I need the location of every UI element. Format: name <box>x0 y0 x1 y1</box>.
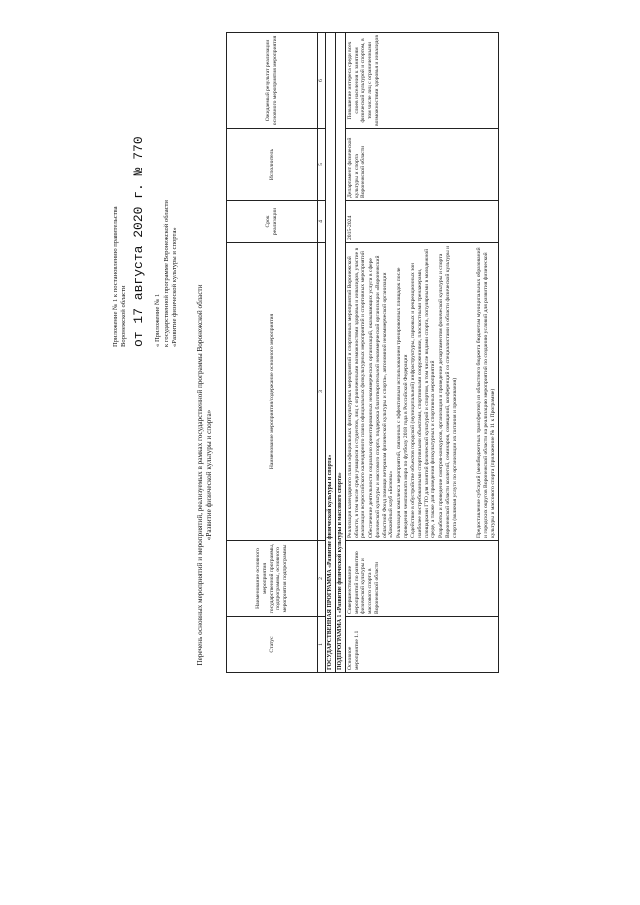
column-number: 3 <box>318 243 326 541</box>
description-item: Реализация календарного плана официальных физкультурных мероприятий и спортивных мероприятий Воронежской области, в том числе среди учащихся и студентов, лиц с ограниченными возможностями здоровья и инвалидов, участие в реализации всероссийского календарного плана официальных физкультурных мероприятий и спортивных мероприятий <box>347 247 367 538</box>
prev-appendix-line-1: « Приложение № 1 <box>154 293 162 347</box>
appendix-line-1: Приложение № 1 к постановлению правительства <box>112 206 119 347</box>
column-header-main-measure: Наименование основного мероприятия государственной программы, подпрограммы, основного мероприятия подпрограммы <box>227 541 318 617</box>
column-number: 2 <box>318 541 326 617</box>
document-title: Перечень основных мероприятий и мероприятий, реализуемых в рамках государственной программы Воронежской области <box>196 284 204 666</box>
column-header-expected-result: Ожидаемый результат реализации основного мероприятия мероприятия <box>227 33 318 129</box>
description-item: Разработка и проведение смотров-конкурсов, организация и проведение департаментом физической культуры и спорта Воронежской области коллегий, семинаров, совещаний, конференций со специалистами в области физической культуры и спорта (включая услуги по организации их питания и проживания) <box>438 245 458 538</box>
prev-appendix-line-2: к государственной программе Воронежской области <box>162 200 170 347</box>
column-number-row <box>318 33 326 673</box>
subprogram-title: ПОДПРОГРАММА 1 «Развитие физической культуры и массового спорта» <box>336 33 346 673</box>
column-header-status: Статус <box>227 617 318 673</box>
row-main-measure: Совершенствование мероприятий по развитию физической культуры и массового спорта в Воронежской области <box>346 541 499 617</box>
program-row <box>326 33 336 673</box>
description-item: Содействие в обустройстве объектов городской (муниципальной) инфраструктуры, парковых и рекреационных зон наиболее востребованными спортивными объектами, спортивными сооружениями, плоскостными тренажерами, площадками ГТО для занятий физической культурой и спортом, в том числе видами спорта, популярными в молодежной среде, а также для проведения физкультурных и спортивных мероприятий <box>410 248 437 538</box>
description-item: Обеспечение деятельности социально ориентированных некоммерческих организаций, оказывающих услуги в сфере физической культуры и массового спорта, поддержка благотворительной некоммерческой организации «Воронежский областной Фонд помощи ветеранам физической культуры и спорта», автономной некоммерческой организации «Хоккейный клуб «Бизоны» <box>368 255 395 538</box>
description-item: Реализация комплекса мероприятий, связанных с эффективным использованием тренировочных площадок после проведения чемпионата мира по футболу 2018 года в Российской Федерации <box>395 267 409 538</box>
table-header-row <box>227 33 318 673</box>
program-title: ГОСУДАРСТВЕННАЯ ПРОГРАММА «Развитие физической культуры и спорта» <box>326 33 336 673</box>
row-status: Основное мероприятие 1.1 <box>346 617 499 673</box>
measures-table <box>226 32 499 673</box>
description-item: Предоставление субсидий (межбюджетных трансфертов) из областного бюджета бюджетам муниципальных образований и городских округов Воронежской области на реализацию мероприятий по созданию условий для развития физической культуры и массового спорта (приложение № 11 к Программе) <box>476 247 496 538</box>
subprogram-row <box>336 33 346 673</box>
row-description <box>346 243 499 541</box>
row-expected-result: Повышение интереса среди всех слоев населения к занятиям физической культурой и спортом, в том числе лиц с ограниченными возможностями здоровья и инвалидов <box>346 33 499 129</box>
document-subtitle: «Развитие физической культуры и спорта» <box>205 409 213 541</box>
column-header-measure-content: Наименование мероприятия/содержание основного мероприятия <box>227 243 318 541</box>
appendix-line-2: Воронежской области <box>120 285 128 347</box>
row-period: 2015-2024 <box>346 201 499 243</box>
column-number: 1 <box>318 617 326 673</box>
column-number: 4 <box>318 201 326 243</box>
column-header-period: Срок реализации <box>227 201 318 243</box>
row-executor: Департамент физической культуры и спорта Воронежской области <box>346 129 499 201</box>
column-number: 5 <box>318 129 326 201</box>
table-row <box>346 33 499 673</box>
column-header-executor: Исполнитель <box>227 129 318 201</box>
prev-appendix-line-3: «Развитие физической культуры и спорта» <box>170 227 178 347</box>
decree-date: от 17 августа 2020 г. № 770 <box>131 136 147 347</box>
appendix-header <box>112 87 179 347</box>
column-number: 6 <box>318 33 326 129</box>
